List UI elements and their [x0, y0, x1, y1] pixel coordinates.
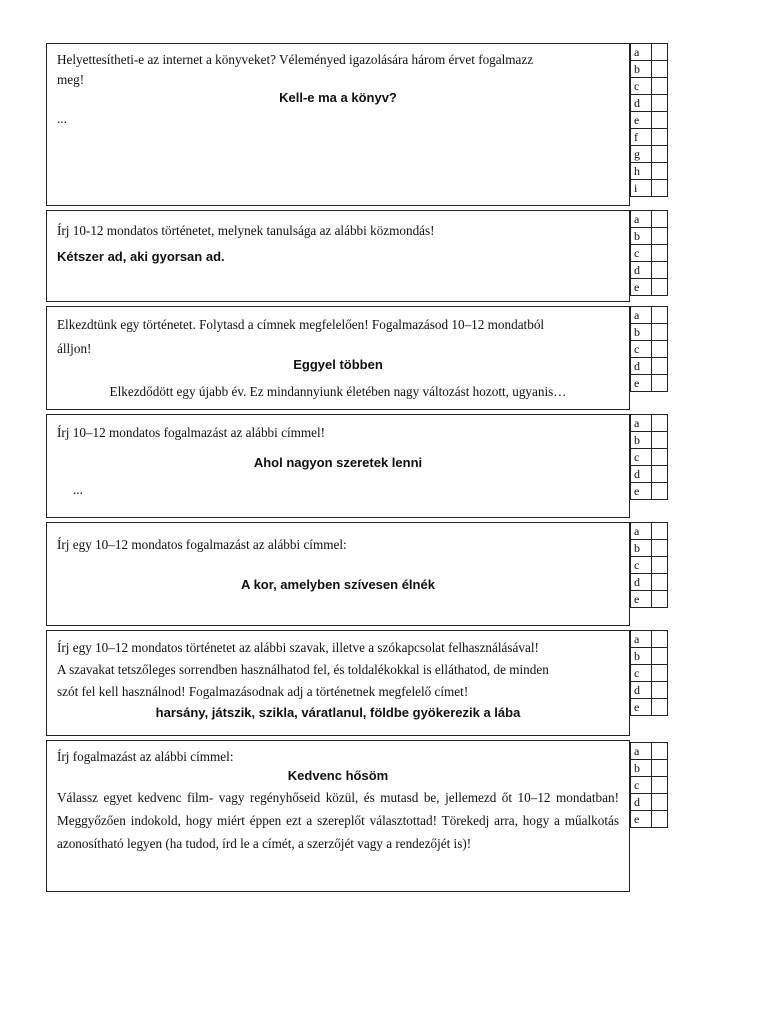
score-box[interactable] [651, 341, 667, 358]
score-letter: c [631, 449, 652, 466]
score-box[interactable] [651, 245, 667, 262]
score-box[interactable] [651, 279, 667, 296]
score-letter: b [631, 432, 652, 449]
score-letter: b [631, 324, 652, 341]
task-2-score-grid [630, 210, 668, 296]
score-letter: e [631, 112, 652, 129]
score-box[interactable] [651, 129, 667, 146]
task-3-line-2: álljon! [57, 340, 92, 356]
score-box[interactable] [651, 375, 667, 392]
score-box[interactable] [651, 760, 667, 777]
score-box[interactable] [651, 415, 667, 432]
task-4-box [46, 414, 630, 518]
score-box[interactable] [651, 557, 667, 574]
score-box[interactable] [651, 307, 667, 324]
score-box[interactable] [651, 665, 667, 682]
score-box[interactable] [651, 523, 667, 540]
task-6-box [46, 630, 630, 736]
score-box[interactable] [651, 180, 667, 197]
score-box[interactable] [651, 324, 667, 341]
score-box[interactable] [651, 95, 667, 112]
score-box[interactable] [651, 449, 667, 466]
task-5-line-1: Írj egy 10–12 mondatos fogalmazást az alábbi címmel: [57, 537, 347, 552]
score-letter: i [631, 180, 652, 197]
score-letter: c [631, 78, 652, 95]
task-2-line-1: Írj 10-12 mondatos történetet, melynek tanulsága az alábbi közmondás! [57, 223, 435, 238]
task-3-starter: Elkezdődött egy újabb év. Ez mindannyiunk életében nagy változást hozott, ugyanis… [109, 384, 567, 400]
task-1-title: Kell-e ma a könyv? [279, 89, 397, 105]
task-3-line-1: Elkezdtünk egy történetet. Folytasd a címnek megfelelően! Fogalmazásod 10–12 mondatból [57, 317, 545, 332]
task-3-score-grid [630, 306, 668, 392]
task-4-title: Ahol nagyon szeretek lenni [253, 454, 423, 470]
task-1-line-2: meg! [57, 71, 85, 87]
score-letter: a [631, 415, 652, 432]
task-1-line-1: Helyettesítheti-e az internet a könyveket? Véleményed igazolására három érvet fogalmazz [57, 52, 534, 67]
task-7-score-grid [630, 742, 668, 828]
score-letter: a [631, 523, 652, 540]
score-box[interactable] [651, 574, 667, 591]
task-1-score-grid [630, 43, 668, 197]
score-letter: c [631, 341, 652, 358]
task-4-line-1: Írj 10–12 mondatos fogalmazást az alábbi címmel! [57, 425, 326, 440]
score-letter: e [631, 811, 652, 828]
task-5-title: A kor, amelyben szívesen élnék [241, 576, 435, 592]
score-letter: d [631, 574, 652, 591]
score-box[interactable] [651, 466, 667, 483]
task-6-score-grid [630, 630, 668, 716]
score-box[interactable] [651, 540, 667, 557]
score-letter: c [631, 557, 652, 574]
score-box[interactable] [651, 432, 667, 449]
score-box[interactable] [651, 61, 667, 78]
score-box[interactable] [651, 794, 667, 811]
task-4-ellipsis: ... [73, 482, 83, 498]
score-letter: e [631, 591, 652, 608]
score-letter: d [631, 95, 652, 112]
score-box[interactable] [651, 483, 667, 500]
task-6-line-1: Írj egy 10–12 mondatos történetet az alábbi szavak, illetve a szókapcsolat felhasználásával! [57, 640, 539, 655]
score-box[interactable] [651, 648, 667, 665]
task-6-words: harsány, játszik, szikla, váratlanul, földbe gyökerezik a lába [155, 705, 521, 721]
task-7-box [46, 740, 630, 892]
score-letter: d [631, 358, 652, 375]
score-box[interactable] [651, 682, 667, 699]
task-6-line-3: szót fel kell használnod! Fogalmazásodnak adj a történetnek megfelelő címet! [57, 683, 469, 699]
score-box[interactable] [651, 262, 667, 279]
task-7-title: Kedvenc hősöm [287, 767, 389, 783]
score-box[interactable] [651, 112, 667, 129]
score-box[interactable] [651, 146, 667, 163]
score-box[interactable] [651, 358, 667, 375]
score-letter: b [631, 648, 652, 665]
score-letter: c [631, 665, 652, 682]
score-box[interactable] [651, 228, 667, 245]
score-box[interactable] [651, 78, 667, 95]
task-7-body: Válassz egyet kedvenc film- vagy regényhőseid közül, és mutasd be, jellemezd őt 10–12 mondatban! Meggyőzően indokold, hogy miért éppen ezt a szereplőt választottad! Törekedj arra, hogy a műalkotás azonosítható legyen (ha tudod, írd le a címét, a szerzőjét vagy a rendezőjét is)! [57, 790, 619, 852]
score-letter: c [631, 245, 652, 262]
task-1-ellipsis: ... [57, 111, 67, 127]
score-letter: e [631, 279, 652, 296]
score-letter: h [631, 163, 652, 180]
score-box[interactable] [651, 811, 667, 828]
score-letter: e [631, 483, 652, 500]
score-letter: b [631, 540, 652, 557]
score-letter: b [631, 228, 652, 245]
score-box[interactable] [651, 699, 667, 716]
score-letter: b [631, 760, 652, 777]
task-6-line-2: A szavakat tetszőleges sorrendben használhatod fel, és toldalékokkal is elláthatod, de minden [57, 661, 549, 677]
score-box[interactable] [651, 163, 667, 180]
score-letter: d [631, 466, 652, 483]
task-3-title: Eggyel többen [293, 356, 383, 372]
score-letter: f [631, 129, 652, 146]
score-letter: d [631, 794, 652, 811]
score-letter: a [631, 307, 652, 324]
score-box[interactable] [651, 777, 667, 794]
task-4-score-grid [630, 414, 668, 500]
score-letter: e [631, 699, 652, 716]
score-letter: b [631, 61, 652, 78]
score-letter: c [631, 777, 652, 794]
task-3-box [46, 306, 630, 410]
task-2-box [46, 210, 630, 302]
score-letter: a [631, 211, 652, 228]
score-box[interactable] [651, 44, 667, 61]
score-letter: a [631, 631, 652, 648]
task-5-box [46, 522, 630, 626]
score-box[interactable] [651, 743, 667, 760]
score-letter: d [631, 682, 652, 699]
task-2-proverb: Kétszer ad, aki gyorsan ad. [57, 248, 225, 264]
score-letter: g [631, 146, 652, 163]
score-letter: a [631, 743, 652, 760]
score-letter: a [631, 44, 652, 61]
score-box[interactable] [651, 631, 667, 648]
score-box[interactable] [651, 211, 667, 228]
task-5-score-grid [630, 522, 668, 608]
score-letter: e [631, 375, 652, 392]
task-7-line-1: Írj fogalmazást az alábbi címmel: [57, 749, 234, 764]
task-1-box [46, 43, 630, 206]
score-box[interactable] [651, 591, 667, 608]
score-letter: d [631, 262, 652, 279]
